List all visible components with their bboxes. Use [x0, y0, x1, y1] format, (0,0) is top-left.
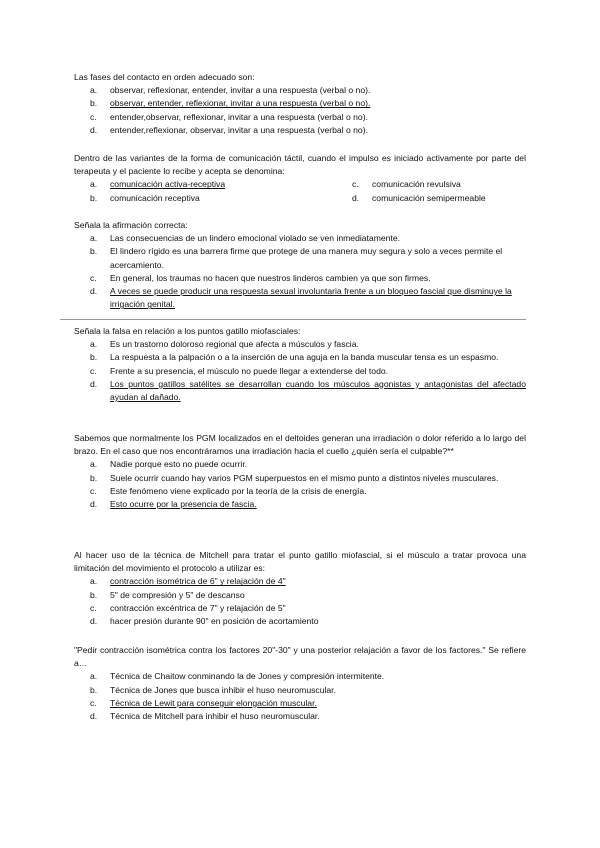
option-letter: b.	[90, 472, 98, 483]
option-b[interactable]	[74, 245, 526, 271]
option-text: observar, reflexionar, entender, invitar a una respuesta (verbal o no).	[110, 85, 371, 96]
options-list	[74, 670, 526, 723]
option-letter: d.	[90, 124, 98, 135]
option-text: Este fenómeno viene explicado por la teoría de la crisis de energía.	[110, 485, 367, 496]
option-text: observar, entender, reflexionar, invitar a una respuesta (verbal o no).	[110, 98, 371, 109]
option-text: comunicación receptiva	[110, 192, 200, 203]
question-stem: Señala la falsa en relación a los puntos gatillo miofasciales:	[74, 326, 301, 336]
option-d[interactable]	[74, 615, 526, 628]
option-letter: b.	[90, 589, 98, 600]
option-text: Técnica de Jones que busca inhibir el huso neuromuscular.	[110, 684, 336, 695]
options-list	[74, 232, 526, 311]
option-b[interactable]	[74, 684, 526, 697]
option-a[interactable]	[74, 338, 526, 351]
option-letter: b.	[90, 246, 98, 257]
option-text: Los puntos gatillos satélites se desarrollan cuando los músculos agonistas y antagonistas del afectado ayudan al dañado.	[110, 378, 526, 403]
question-4	[74, 325, 526, 404]
option-c[interactable]	[74, 697, 526, 710]
option-letter: a.	[90, 576, 98, 587]
option-letter: b.	[90, 684, 98, 695]
option-a[interactable]	[74, 178, 336, 191]
option-text: contracción excéntrica de 7" y relajación de 5"	[110, 602, 286, 613]
option-c[interactable]	[74, 365, 526, 378]
option-c[interactable]	[336, 178, 526, 191]
option-letter: b.	[90, 98, 98, 109]
option-letter: a.	[90, 233, 98, 244]
option-text: Frente a su presencia, el músculo no puede llegar a extenderse del todo.	[110, 365, 389, 376]
option-d[interactable]	[74, 710, 526, 723]
option-text: La respuesta a la palpación o a la inserción de una aguja en la banda muscular tensa es un espasmo.	[110, 352, 499, 363]
option-letter: d.	[90, 616, 98, 627]
option-letter: c.	[90, 697, 97, 708]
option-letter: c.	[90, 272, 97, 283]
option-d[interactable]	[74, 378, 526, 404]
question-1	[74, 71, 526, 137]
section-divider	[60, 319, 526, 320]
option-text: Es un trastorno doloroso regional que afecta a músculos y fascia.	[110, 339, 359, 350]
option-text: Las consecuencias de un lindero emocional violado se ven inmediatamente.	[110, 233, 400, 244]
option-text: Esto ocurre por la presencia de fascia.	[110, 499, 257, 510]
question-3	[74, 219, 526, 311]
question-5	[74, 432, 526, 511]
option-d[interactable]	[336, 192, 526, 205]
question-stem: Sabemos que normalmente los PGM localizados en el deltoides generan una irradiación o dolor referido a lo largo del brazo. En el caso que nos encontráramos una irradiación hacia el cuello ¿quién sería el culpable?**	[74, 433, 526, 457]
option-letter: d.	[90, 286, 98, 297]
option-a[interactable]	[74, 458, 526, 471]
question-stem: Al hacer uso de la técnica de Mitchell para tratar el punto gatillo miofascial, si el músculo a tratar provoca una limitación del movimiento el protocolo a utilizar es:	[74, 550, 526, 574]
option-a[interactable]	[74, 670, 526, 683]
question-2	[74, 152, 526, 205]
option-text: El lindero rígido es una barrera firme que protege de una manera muy segura y solo a veces permite el acercamiento.	[110, 246, 503, 270]
option-text: entender,observar, reflexionar, invitar a una respuesta (verbal o no).	[110, 111, 368, 122]
option-text: comunicación revulsiva	[372, 179, 461, 190]
option-b[interactable]	[74, 589, 526, 602]
option-c[interactable]	[74, 602, 526, 615]
question-stem: "Pedir contracción isométrica contra los factores 20"-30" y una posterior relajación a favor de los factores." Se refiere a…	[74, 645, 526, 669]
option-a[interactable]	[74, 84, 526, 97]
option-c[interactable]	[74, 272, 526, 285]
option-text: Nadie porque esto no puede ocurrir.	[110, 459, 248, 470]
option-text: hacer presión durante 90" en posición de acortamiento	[110, 616, 319, 627]
option-d[interactable]	[74, 498, 526, 511]
option-letter: c.	[352, 179, 359, 190]
option-letter: c.	[90, 111, 97, 122]
option-text: Técnica de Mitchell para inhibir el huso neuromuscular.	[110, 711, 320, 722]
option-text: 5" de compresión y 5" de descanso	[110, 589, 245, 600]
option-letter: d.	[90, 378, 98, 389]
options-list	[74, 575, 526, 628]
question-7	[74, 644, 526, 723]
option-d[interactable]	[74, 285, 526, 311]
options-grid	[74, 178, 526, 204]
option-letter: c.	[90, 365, 97, 376]
option-text: Técnica de Chaitow conminando la de Jones y compresión intermitente.	[110, 671, 385, 682]
option-text: En general, los traumas no hacen que nuestros linderos cambien ya que son firmes.	[110, 272, 431, 283]
option-b[interactable]	[74, 97, 526, 110]
option-letter: b.	[90, 352, 98, 363]
option-letter: a.	[90, 85, 98, 96]
option-letter: a.	[90, 339, 98, 350]
option-c[interactable]	[74, 485, 526, 498]
option-text: Técnica de Lewit para conseguir elongación muscular.	[110, 697, 317, 708]
option-text: comunicación activa-receptiva	[110, 179, 226, 190]
option-a[interactable]	[74, 575, 526, 588]
option-letter: b.	[90, 192, 98, 203]
question-stem: Dentro de las variantes de la forma de comunicación táctil, cuando el impulso es iniciado activamente por parte del terapeuta y el paciente lo recibe y acepta se denomina:	[74, 153, 526, 177]
option-text: Suele ocurrir cuando hay varios PGM superpuestos en el mismo punto a distintos niveles musculares.	[110, 472, 499, 483]
option-d[interactable]	[74, 124, 526, 137]
question-6	[74, 549, 526, 628]
options-list	[74, 458, 526, 511]
option-letter: d.	[352, 192, 360, 203]
option-text: comunicación semipermeable	[372, 192, 486, 203]
option-letter: a.	[90, 671, 98, 682]
option-c[interactable]	[74, 111, 526, 124]
option-text: A veces se puede producir una respuesta sexual involuntaria frente a un bloqueo fascial que disminuye la irrigación genital.	[110, 286, 512, 310]
question-stem: Las fases del contacto en orden adecuado son:	[74, 72, 255, 82]
question-stem: Señala la afirmación correcta:	[74, 220, 188, 230]
option-letter: c.	[90, 602, 97, 613]
option-text: contracción isométrica de 6" y relajación de 4"	[110, 576, 286, 587]
option-letter: a.	[90, 459, 98, 470]
options-list	[74, 84, 526, 137]
option-a[interactable]	[74, 232, 526, 245]
option-b[interactable]	[74, 192, 336, 205]
option-b[interactable]	[74, 472, 526, 485]
option-letter: a.	[90, 179, 98, 190]
option-letter: d.	[90, 499, 98, 510]
option-b[interactable]	[74, 351, 526, 364]
option-letter: c.	[90, 485, 97, 496]
options-list	[74, 338, 526, 404]
option-text: entender,reflexionar, observar, invitar a una respuesta (verbal o no).	[110, 124, 368, 135]
option-letter: d.	[90, 711, 98, 722]
